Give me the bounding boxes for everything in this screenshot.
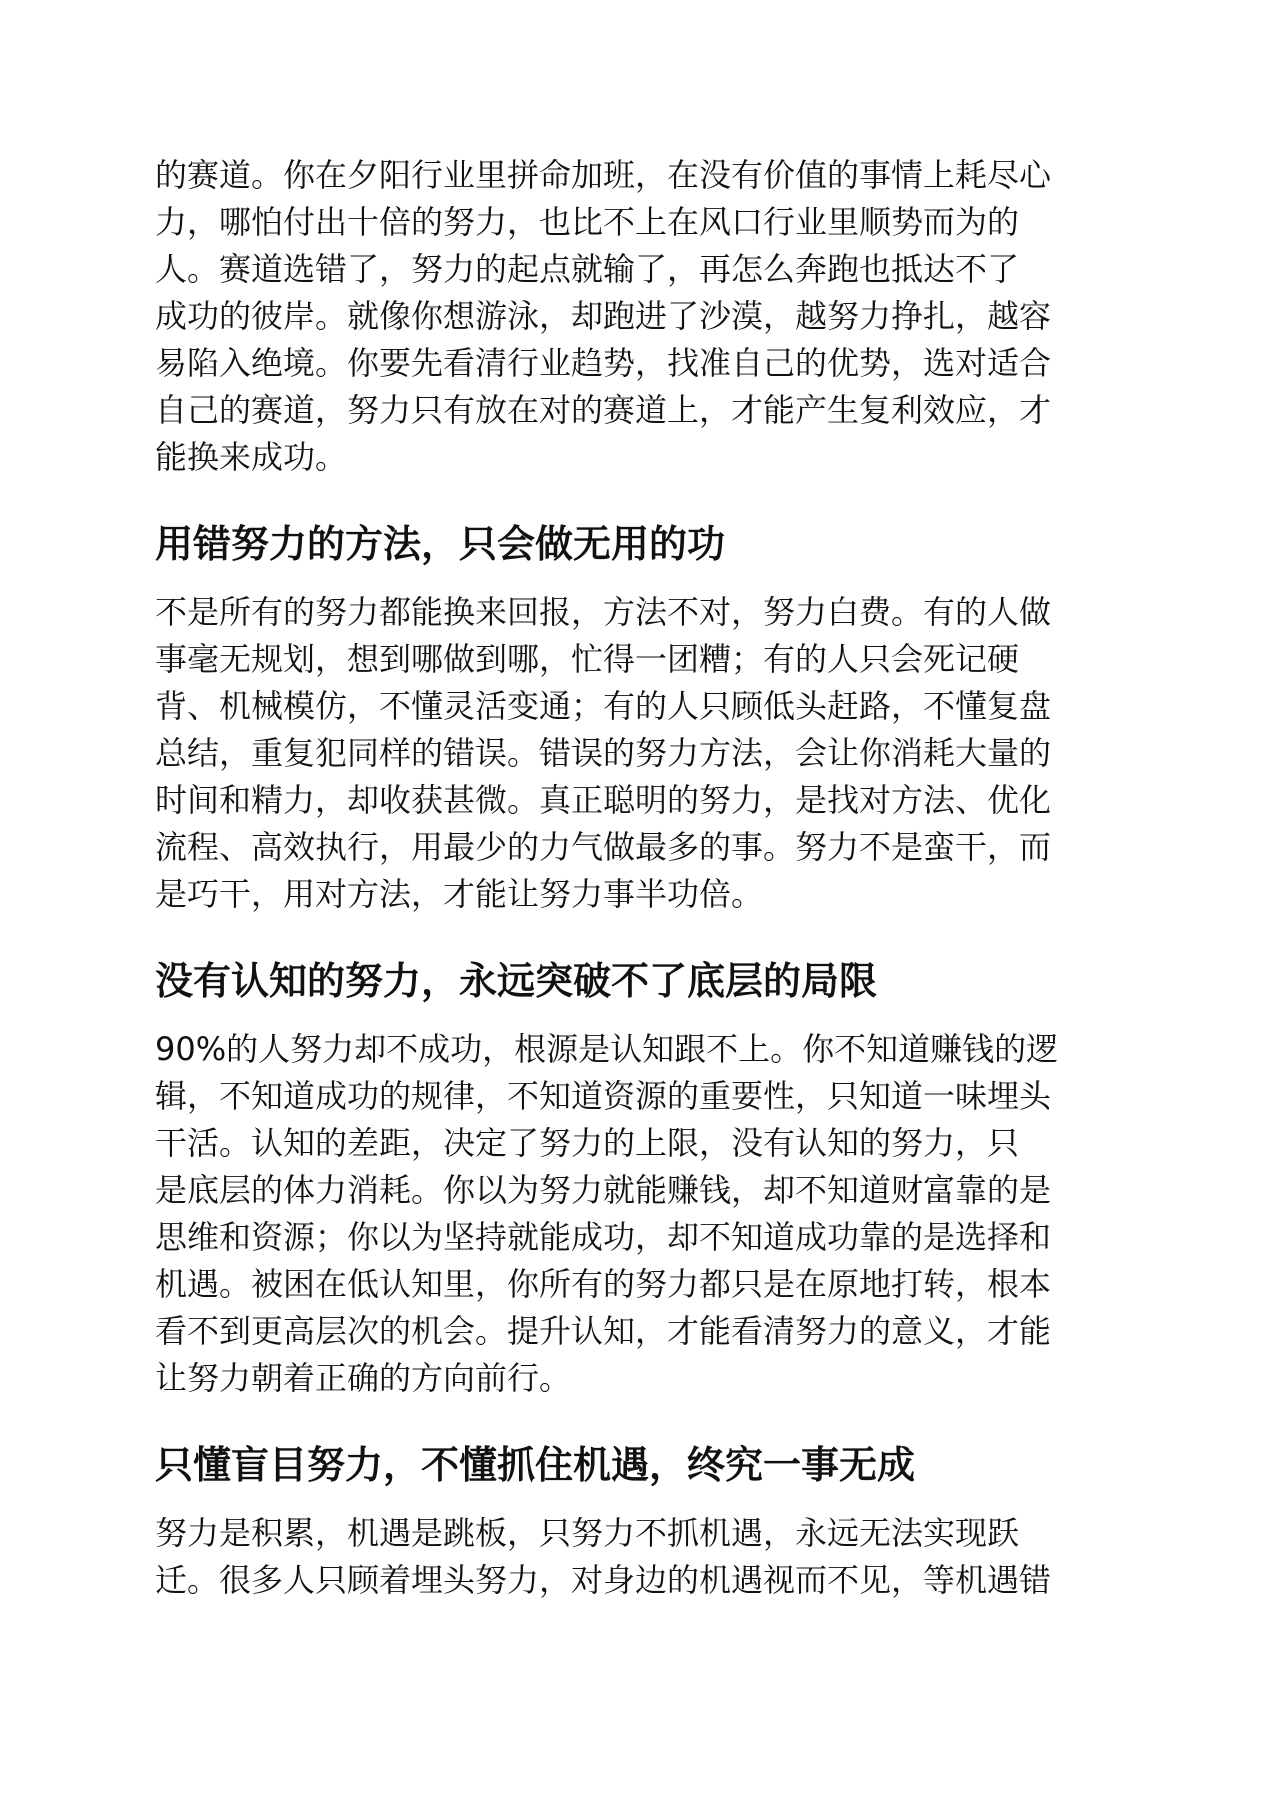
paragraph-line: 是底层的体力消耗。你以为努力就能赚钱，却不知道财富靠的是	[155, 1171, 1052, 1209]
paragraph-line: 背、机械模仿，不懂灵活变通；有的人只顾低头赶路，不懂复盘	[155, 687, 1052, 725]
paragraph-line: 人。赛道选错了，努力的起点就输了，再怎么奔跑也抵达不了	[155, 250, 1020, 288]
paragraph-line: 迁。很多人只顾着埋头努力，对身边的机遇视而不见，等机遇错	[155, 1561, 1052, 1599]
paragraph-opportunity	[155, 1510, 1155, 1604]
paragraph-line: 自己的赛道，努力只有放在对的赛道上，才能产生复利效应，才	[155, 391, 1052, 429]
paragraph-line: 干活。认知的差距，决定了努力的上限，没有认知的努力，只	[155, 1124, 1020, 1162]
section-heading-opportunity: 只懂盲目努力，不懂抓住机遇，终究一事无成	[155, 1443, 916, 1487]
paragraph-line: 的赛道。你在夕阳行业里拼命加班，在没有价值的事情上耗尽心	[155, 156, 1052, 194]
paragraph-cognition	[155, 1026, 1155, 1402]
paragraph-track-choice	[155, 152, 1155, 481]
paragraph-line: 是巧干，用对方法，才能让努力事半功倍。	[155, 875, 764, 913]
article-body	[155, 152, 1155, 1604]
paragraph-line: 看不到更高层次的机会。提升认知，才能看清努力的意义，才能	[155, 1312, 1052, 1350]
paragraph-line: 事毫无规划，想到哪做到哪，忙得一团糟；有的人只会死记硬	[155, 640, 1020, 678]
paragraph-line: 总结，重复犯同样的错误。错误的努力方法，会让你消耗大量的	[155, 734, 1052, 772]
paragraph-line: 时间和精力，却收获甚微。真正聪明的努力，是找对方法、优化	[155, 781, 1052, 819]
paragraph-line: 流程、高效执行，用最少的力气做最多的事。努力不是蛮干，而	[155, 828, 1052, 866]
paragraph-line: 能换来成功。	[155, 438, 348, 476]
paragraph-line: 辑，不知道成功的规律，不知道资源的重要性，只知道一味埋头	[155, 1077, 1052, 1115]
paragraph-line: 机遇。被困在低认知里，你所有的努力都只是在原地打转，根本	[155, 1265, 1052, 1303]
paragraph-line: 力，哪怕付出十倍的努力，也比不上在风口行业里顺势而为的	[155, 203, 1020, 241]
paragraph-line: 让努力朝着正确的方向前行。	[155, 1359, 572, 1397]
paragraph-line: 努力是积累，机遇是跳板，只努力不抓机遇，永远无法实现跃	[155, 1514, 1020, 1552]
paragraph-line: 思维和资源；你以为坚持就能成功，却不知道成功靠的是选择和	[155, 1218, 1052, 1256]
paragraph-line: 不是所有的努力都能换来回报，方法不对，努力白费。有的人做	[155, 593, 1052, 631]
section-heading-wrong-method: 用错努力的方法，只会做无用的功	[155, 522, 726, 566]
section-heading-cognition: 没有认知的努力，永远突破不了底层的局限	[155, 959, 878, 1003]
paragraph-line: 90%的人努力却不成功，根源是认知跟不上。你不知道赚钱的逻	[155, 1030, 1059, 1068]
paragraph-line: 成功的彼岸。就像你想游泳，却跑进了沙漠，越努力挣扎，越容	[155, 297, 1052, 335]
paragraph-line: 易陷入绝境。你要先看清行业趋势，找准自己的优势，选对适合	[155, 344, 1052, 382]
paragraph-wrong-method	[155, 589, 1155, 918]
